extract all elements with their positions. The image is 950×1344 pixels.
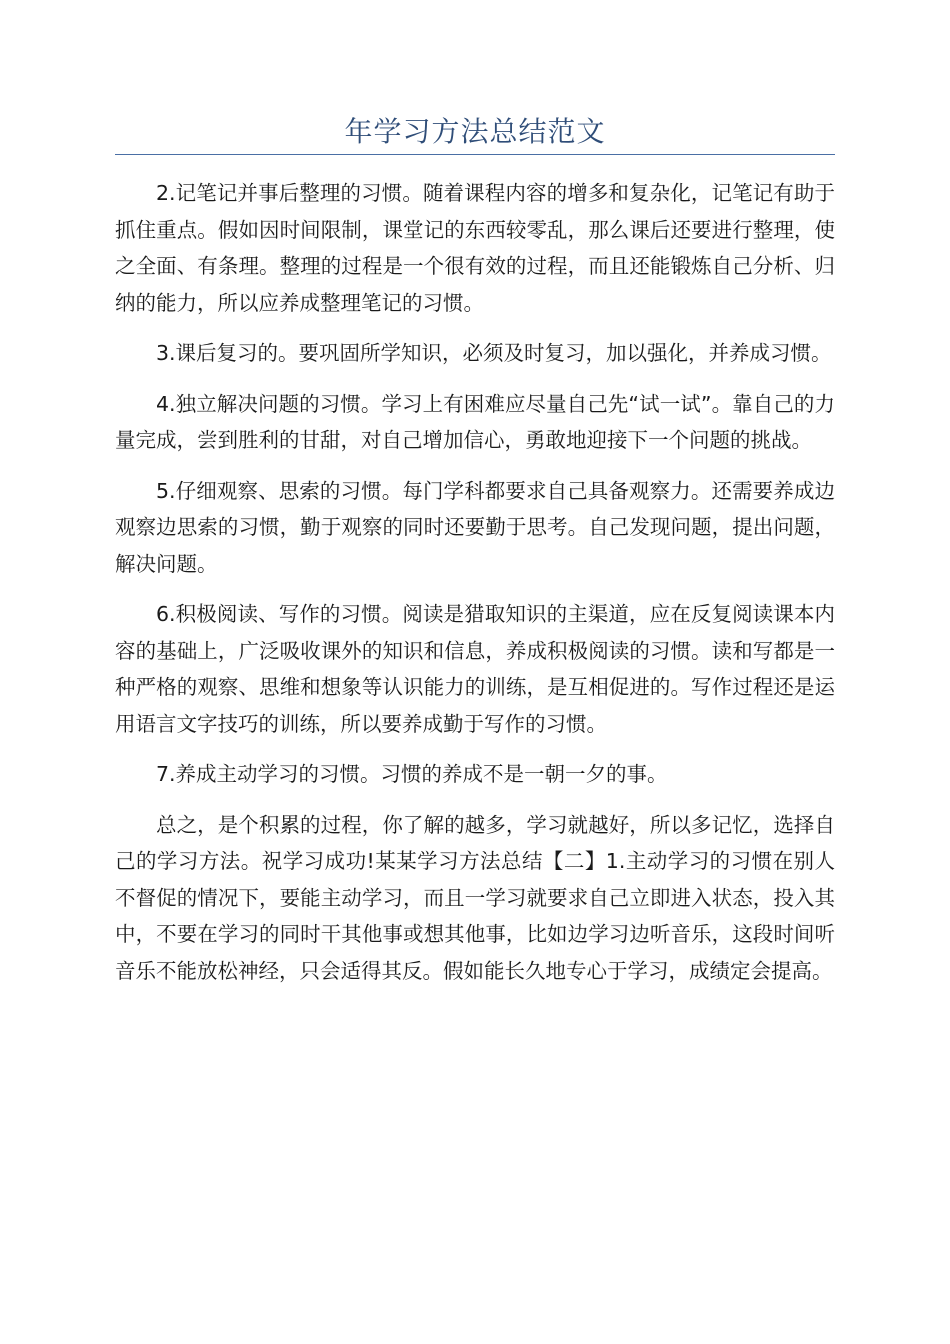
paragraph-5: 5.仔细观察、思索的习惯。每门学科都要求自己具备观察力。还需要养成边观察边思索的习惯，勤于观察的同时还要勤于思考。自己发现问题，提出问题，解决问题。 xyxy=(115,478,835,576)
paragraph-2: 2.记笔记并事后整理的习惯。随着课程内容的增多和复杂化，记笔记有助于抓住重点。假如因时间限制，课堂记的东西较零乱，那么课后还要进行整理，使之全面、有条理。整理的过程是一个很有效的过程，而且还能锻炼自己分析、归纳的能力，所以应养成整理笔记的习惯。 xyxy=(115,181,835,315)
paragraph-summary: 总之，是个积累的过程，你了解的越多，学习就越好，所以多记忆，选择自己的学习方法。祝学习成功!某某学习方法总结【二】1.主动学习的习惯在别人不督促的情况下，要能主动学习，而且一学习就要求自己立即进入状态，投入其中，不要在学习的同时干其他事或想其他事，比如边学习边听音乐，这段时间听音乐不能放松神经，只会适得其反。假如能长久地专心于学习，成绩定会提高。 xyxy=(115,812,835,983)
document-body xyxy=(115,175,835,1003)
paragraph-7: 7.养成主动学习的习惯。习惯的养成不是一朝一夕的事。 xyxy=(156,762,668,786)
title-underline xyxy=(115,154,835,155)
paragraph-6: 6.积极阅读、写作的习惯。阅读是猎取知识的主渠道，应在反复阅读课本内容的基础上，广泛吸收课外的知识和信息，养成积极阅读的习惯。读和写都是一种严格的观察、思维和想象等认识能力的训练，是互相促进的。写作过程还是运用语言文字技巧的训练，所以要养成勤于写作的习惯。 xyxy=(115,602,835,736)
page-title: 年学习方法总结范文 xyxy=(344,115,606,148)
paragraph-3: 3.课后复习的。要巩固所学知识，必须及时复习，加以强化，并养成习惯。 xyxy=(156,341,832,365)
paragraph-4: 4.独立解决问题的习惯。学习上有困难应尽量自己先“试一试”。靠自己的力量完成，尝到胜利的甘甜，对自己增加信心，勇敢地迎接下一个问题的挑战。 xyxy=(115,391,835,452)
